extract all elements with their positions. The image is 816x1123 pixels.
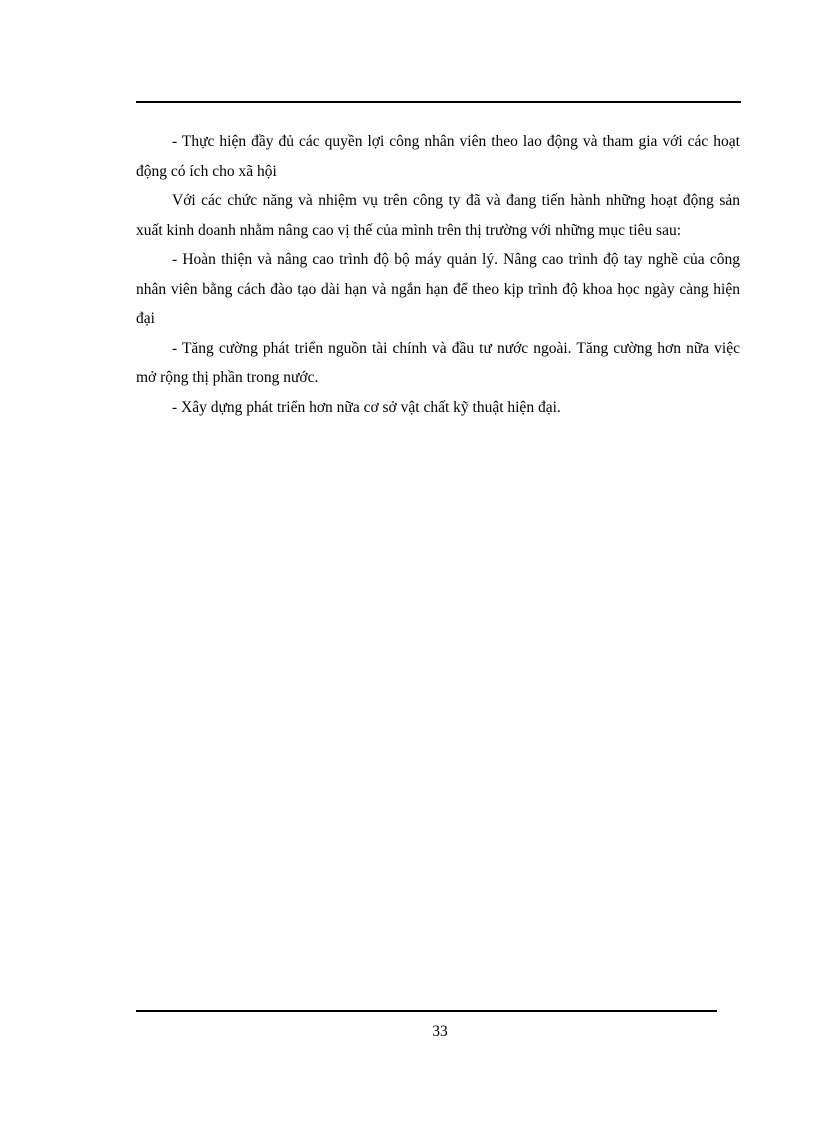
page-number: 33	[432, 1023, 448, 1040]
paragraph-4: - Tăng cường phát triển nguồn tài chính và đầu tư nước ngoài. Tăng cường hơn nữa việc mở rộng thị phần trong nước.	[136, 339, 740, 386]
footer-rule	[136, 1010, 717, 1012]
paragraph-1: - Thực hiện đầy đủ các quyền lợi công nhân viên theo lao động và tham gia với các hoạt động có ích cho xã hội	[136, 133, 740, 180]
header-rule	[136, 101, 741, 103]
paragraph-5: - Xây dựng phát triển hơn nữa cơ sở vật chất kỹ thuật hiện đại.	[172, 398, 561, 416]
document-body	[136, 127, 740, 422]
paragraph-2: Với các chức năng và nhiệm vụ trên công ty đã và đang tiến hành những hoạt động sản xuất kinh doanh nhằm nâng cao vị thế của mình trên thị trường với những mục tiêu sau:	[136, 192, 740, 239]
paragraph-3: - Hoàn thiện và nâng cao trình độ bộ máy quản lý. Nâng cao trình độ tay nghề của công nhân viên bằng cách đào tạo dài hạn và ngắn hạn để theo kịp trình độ khoa học ngày càng hiện đại	[136, 251, 740, 327]
